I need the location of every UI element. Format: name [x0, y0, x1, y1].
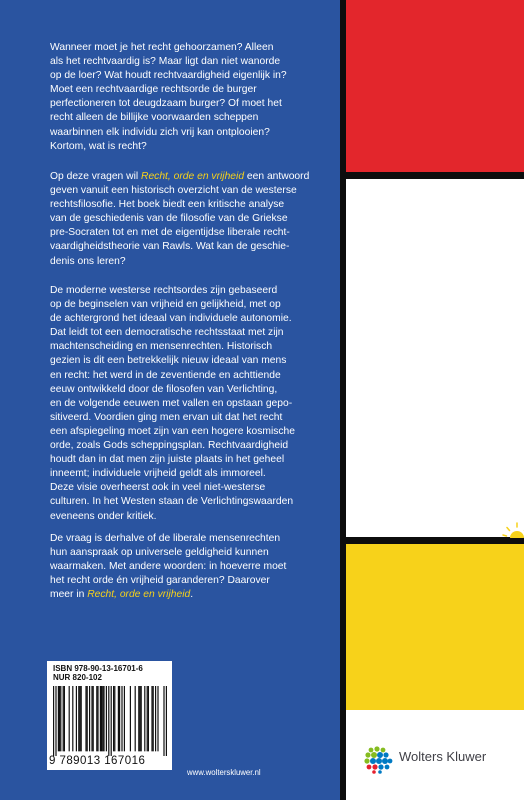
text-line — [50, 140, 332, 154]
text-line — [50, 212, 332, 226]
red-block — [346, 0, 524, 172]
logo-dot — [381, 748, 386, 753]
text-line — [50, 240, 332, 254]
logo-dot — [371, 752, 377, 758]
barcode-bar — [55, 686, 56, 756]
text-segment: . — [190, 589, 194, 601]
text-segment: De moderne westerse rechtsordes zijn gebaseerd — [50, 285, 278, 296]
barcode-bar — [147, 686, 148, 751]
barcode-bar — [85, 686, 86, 751]
text-segment: waarmaken. Met andere woorden: in hoeverre moet — [50, 561, 287, 573]
barcode-bar — [106, 686, 107, 751]
barcode-bar — [100, 686, 101, 751]
text-line — [50, 546, 332, 560]
barcode-bar — [157, 686, 158, 751]
barcode-bar — [130, 686, 131, 751]
text-segment: sitiveerd. Voordien ging men ervan uit dat het recht — [50, 411, 283, 423]
text-segment: Dat leidt tot een democratische rechtsstaat met zijn — [50, 327, 284, 339]
blurb-paragraph-3 — [50, 284, 332, 524]
text-line — [50, 588, 332, 602]
barcode-bar — [166, 686, 167, 756]
barcode-bars — [53, 686, 167, 756]
text-segment: perfectioneren tot deugdzaam burger? Of moet het — [50, 98, 282, 110]
text-segment: hun aanspraak op universele geldigheid kunnen — [50, 547, 269, 559]
barcode-bar — [63, 686, 64, 751]
text-segment: De vraag is derhalve of de liberale mensenrechten — [50, 533, 281, 544]
barcode-bar — [111, 686, 112, 756]
text-line — [50, 126, 332, 140]
barcode-bar — [108, 686, 109, 756]
text-segment: op de loer? Wat houdt rechtvaardigheid eigenlijk in? — [50, 70, 287, 82]
barcode-bar — [139, 686, 140, 751]
text-segment: recht alleen de billijke voorwaarden scheppen — [50, 112, 259, 124]
text-line — [50, 532, 332, 546]
horizontal-grid-line — [346, 172, 524, 179]
text-segment: Moet een rechtvaardige rechtsorde de burger — [50, 84, 257, 96]
barcode-bar — [72, 686, 73, 751]
text-line — [50, 354, 332, 368]
text-line — [50, 453, 332, 467]
barcode-bar — [93, 686, 94, 751]
barcode-bar — [101, 686, 102, 751]
text-segment: machtenscheiding en mensenrechten. Historisch — [50, 341, 273, 353]
horizontal-grid-line — [346, 537, 524, 544]
text-line — [50, 312, 332, 326]
barcode-bar — [144, 686, 145, 751]
text-line — [50, 298, 332, 312]
nur-label: NUR 820-102 — [53, 673, 102, 682]
white-block — [346, 179, 524, 537]
logo-dot — [369, 748, 374, 753]
barcode-bar — [64, 686, 65, 751]
text-line — [50, 111, 332, 125]
text-line — [50, 411, 332, 425]
text-segment: waarbinnen elk individu zich vrij kan ontplooien? — [50, 126, 270, 138]
text-segment: Op deze vragen wil — [50, 171, 142, 182]
logo-dot — [385, 765, 390, 770]
barcode-bar — [53, 686, 54, 756]
barcode-bar — [119, 686, 120, 751]
text-line — [50, 184, 332, 198]
barcode-bar — [60, 686, 61, 751]
text-line — [50, 55, 332, 69]
blurb-paragraph-2 — [50, 170, 332, 269]
barcode-bar — [97, 686, 98, 751]
text-segment: houdt dan in dat men zijn juiste plaats in het geheel — [50, 454, 285, 466]
logo-dot — [382, 758, 388, 764]
text-segment: culturen. In het Westen staan de Verlichtingswaarden — [50, 496, 294, 508]
sun-icon — [500, 514, 524, 538]
text-line — [50, 510, 332, 524]
blurb-paragraph-1 — [50, 41, 332, 154]
barcode-bar — [118, 686, 119, 751]
logo-dot — [367, 765, 372, 770]
barcode-bar — [151, 686, 152, 751]
barcode-bar — [87, 686, 88, 751]
barcode-bar — [135, 686, 136, 751]
logo-dot — [383, 752, 388, 757]
barcode-bar — [89, 686, 90, 751]
logo-dot — [372, 770, 376, 774]
text-segment: orde, zoals Gods scheppingsplan. Rechtvaardigheid — [50, 440, 289, 452]
wolters-kluwer-logo-icon — [358, 744, 398, 774]
logo-dot — [388, 759, 393, 764]
logo-dot — [377, 752, 383, 758]
text-line — [50, 97, 332, 111]
text-segment: als het rechtvaardig is? Maar ligt dan niet wanorde — [50, 56, 281, 68]
text-segment: rechtsfilosofie. Het boek biedt een kritische analyse — [50, 199, 285, 211]
barcode-bar — [59, 686, 60, 751]
barcode-bar — [138, 686, 139, 751]
text-line — [50, 574, 332, 588]
logo-dot — [378, 764, 383, 769]
barcode-bar — [78, 686, 79, 751]
yellow-block — [346, 544, 524, 710]
barcode-bar — [148, 686, 149, 751]
barcode-bar — [114, 686, 115, 751]
text-line — [50, 560, 332, 574]
logo-dot — [374, 746, 379, 751]
logo-dot — [365, 752, 370, 757]
barcode-bar — [113, 686, 114, 751]
barcode-bar — [81, 686, 82, 751]
blurb-paragraph-4 — [50, 532, 332, 602]
text-line — [50, 226, 332, 240]
text-segment: Deze visie overheerst ook in veel niet-westerse — [50, 482, 266, 494]
text-segment: en recht: het werd in de zeventiende en achttiende — [50, 369, 281, 381]
book-title-highlight: Recht, orde en vrijheid — [141, 171, 245, 182]
text-line — [50, 495, 332, 509]
text-line — [50, 397, 332, 411]
barcode-bar — [155, 686, 156, 751]
barcode-bar — [76, 686, 77, 751]
text-segment: denis ons leren? — [50, 255, 126, 267]
logo-dot — [372, 764, 377, 769]
text-segment: het recht orde én vrijheid garanderen? Daarover — [50, 575, 270, 587]
barcode-bar — [69, 686, 70, 751]
barcode-digits: 9 789013 167016 — [49, 755, 146, 767]
text-line — [50, 340, 332, 354]
text-line — [50, 198, 332, 212]
publisher-name: Wolters Kluwer — [399, 749, 487, 764]
text-line — [50, 83, 332, 97]
barcode-bar — [103, 686, 104, 751]
text-segment: op de beginselen van vrijheid en gelijkheid, met op — [50, 299, 281, 311]
text-line — [50, 439, 332, 453]
text-line — [50, 369, 332, 383]
barcode-bar — [58, 686, 59, 751]
barcode-bar — [96, 686, 97, 751]
text-segment: Wanneer moet je het recht gehoorzamen? Alleen — [50, 42, 274, 53]
text-line — [50, 481, 332, 495]
book-title-highlight: Recht, orde en vrijheid — [87, 589, 191, 601]
barcode-bar — [163, 686, 164, 756]
barcode-panel — [47, 661, 172, 770]
barcode-bar — [121, 686, 122, 751]
text-segment: inneemt; individuele vrijheid geldt als immoreel. — [50, 468, 266, 480]
barcode-bar — [124, 686, 125, 751]
text-segment: een afspiegeling moet zijn van een hogere kosmische — [50, 425, 295, 437]
logo-dot — [376, 758, 382, 764]
text-segment: vaardigheidstheorie van Rawls. Wat kan de geschie- — [50, 241, 290, 253]
text-segment: pre-Socraten tot en met de eigentijdse liberale recht- — [50, 227, 290, 239]
text-segment: en de volgende eeuwen met vallen en opstaan gepo- — [50, 397, 293, 409]
text-segment: meer in — [50, 589, 88, 601]
text-line — [50, 41, 332, 55]
text-segment: eveneens onder kritiek. — [50, 510, 157, 522]
text-segment: een antwoord — [244, 171, 310, 182]
text-segment: van de geschiedenis van de filosofie van de Griekse — [50, 213, 288, 225]
logo-dot — [364, 758, 369, 763]
isbn-label: ISBN 978-90-13-16701-6 — [53, 664, 143, 673]
barcode-bar — [91, 686, 92, 751]
barcode-bar — [141, 686, 142, 751]
text-segment: de achtergrond het ideaal van individuele autonomie. — [50, 313, 292, 325]
text-segment: eeuw ontwikkeld door de filosofen van Verlichting, — [50, 383, 278, 395]
text-line — [50, 467, 332, 481]
barcode-bar — [79, 686, 80, 751]
logo-dot — [370, 758, 376, 764]
text-line — [50, 69, 332, 83]
text-segment: Kortom, wat is recht? — [50, 140, 147, 152]
text-line — [50, 383, 332, 397]
text-line — [50, 284, 332, 298]
text-line — [50, 255, 332, 269]
text-segment: gezien is dit een betrekkelijk nieuw ideaal van mens — [50, 355, 287, 367]
logo-dot — [378, 770, 382, 774]
publisher-website: www.wolterskluwer.nl — [187, 768, 261, 777]
barcode-bar — [102, 686, 103, 751]
text-line — [50, 326, 332, 340]
text-line — [50, 425, 332, 439]
barcode-bar — [153, 686, 154, 751]
text-line — [50, 170, 332, 184]
text-segment: geven vanuit een historisch overzicht van de westerse — [50, 185, 297, 197]
